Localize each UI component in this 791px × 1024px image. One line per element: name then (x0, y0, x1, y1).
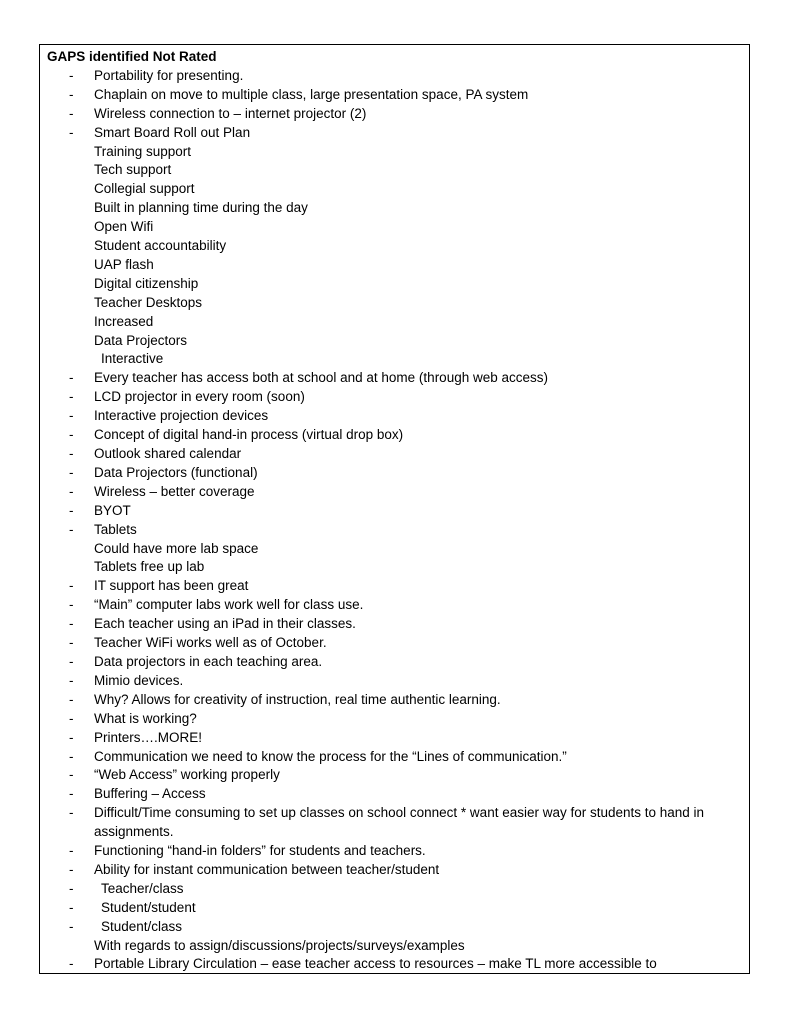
list-item (40, 86, 749, 105)
list-item (40, 653, 749, 672)
bullet-dash: - (69, 805, 74, 821)
list-item-text: LCD projector in every room (soon) (94, 389, 305, 405)
list-item-text: Tablets (94, 521, 137, 537)
bullet-dash: - (69, 389, 74, 405)
list-item-text: Tech support (94, 162, 172, 178)
list-item-text: Increased (94, 313, 154, 329)
list-item-text: IT support has been great (94, 578, 249, 594)
bullet-dash: - (69, 748, 74, 764)
list-item-text: Built in planning time during the day (94, 200, 308, 216)
list-item-text: Mimio devices. (94, 672, 184, 688)
bullet-dash: - (69, 578, 74, 594)
list-item-text: Difficult/Time consuming to set up classes on school connect * want easier way for students to hand in assignments. (94, 805, 705, 840)
list-item (40, 407, 749, 426)
bullet-dash: - (69, 124, 74, 140)
list-item-text: Data Projectors (94, 332, 188, 348)
bullet-dash: - (69, 899, 74, 915)
list-item (40, 729, 749, 748)
list-item-text: UAP flash (94, 256, 154, 272)
list-item-text: “Main” computer labs work well for class use. (94, 597, 364, 613)
list-item-text: Chaplain on move to multiple class, large presentation space, PA system (94, 86, 529, 102)
list-item-text: Communication we need to know the process for the “Lines of communication.” (94, 748, 567, 764)
list-item (40, 237, 749, 256)
bullet-dash: - (69, 653, 74, 669)
bullet-dash: - (69, 483, 74, 499)
list-item (40, 502, 749, 521)
list-item-text: Wireless connection to – internet projector (2) (94, 105, 367, 121)
list-item-text: Tablets free up lab (94, 559, 205, 575)
bullet-dash: - (69, 67, 74, 83)
list-item (40, 540, 749, 559)
list-item-text: With regards to assign/discussions/projects/surveys/examples (94, 937, 465, 953)
list-item (40, 596, 749, 615)
list-item (40, 672, 749, 691)
list-item (40, 577, 749, 596)
list-item (40, 464, 749, 483)
bullet-dash: - (69, 521, 74, 537)
list-item-text: Portability for presenting. (94, 67, 244, 83)
list-item (40, 332, 749, 351)
list-item-text: Student/student (101, 899, 196, 915)
list-item (40, 483, 749, 502)
list-item-text: Teacher Desktops (94, 294, 203, 310)
list-item (40, 218, 749, 237)
bullet-dash: - (69, 105, 74, 121)
list-item-text: Training support (94, 143, 192, 159)
list-item (40, 955, 749, 974)
list-item (40, 445, 749, 464)
bullet-dash: - (69, 880, 74, 896)
list-item (40, 748, 749, 767)
list-item (40, 388, 749, 407)
list-item (40, 369, 749, 388)
list-item-text: Interactive projection devices (94, 408, 269, 424)
list-item-text: “Web Access” working properly (94, 767, 280, 783)
list-item (40, 180, 749, 199)
list-item (40, 634, 749, 653)
list-item-text: Each teacher using an iPad in their classes. (94, 616, 356, 632)
list-item (40, 766, 749, 785)
list-item-text: Buffering – Access (94, 786, 206, 802)
bullet-dash: - (69, 464, 74, 480)
list-item-text: Why? Allows for creativity of instruction, real time authentic learning. (94, 691, 501, 707)
list-item-text: Outlook shared calendar (94, 446, 242, 462)
list-item (40, 861, 749, 880)
list-item-text: Concept of digital hand-in process (virtual drop box) (94, 427, 404, 443)
list-item-text: Student accountability (94, 238, 227, 254)
bullet-dash: - (69, 729, 74, 745)
list-item (40, 558, 749, 577)
bullet-dash: - (69, 843, 74, 859)
bullet-dash: - (69, 956, 74, 972)
list-item-text: Every teacher has access both at school and at home (through web access) (94, 370, 548, 386)
list-item (40, 842, 749, 861)
list-item (40, 521, 749, 540)
bullet-dash: - (69, 597, 74, 613)
list-item-text: BYOT (94, 502, 131, 518)
list-item (40, 350, 749, 369)
bullet-dash: - (69, 502, 74, 518)
document-title: GAPS identified Not Rated (47, 49, 217, 64)
list-item-text: Interactive (101, 351, 164, 367)
list-item-text: Could have more lab space (94, 540, 259, 556)
list-item (40, 785, 749, 804)
list-item-text: Digital citizenship (94, 275, 199, 291)
list-item (40, 937, 749, 956)
list-item-text: Portable Library Circulation – ease teacher access to resources – make TL more accessible to (94, 956, 657, 972)
bullet-dash: - (69, 861, 74, 877)
list-item (40, 880, 749, 899)
bullet-dash: - (69, 767, 74, 783)
bullet-dash: - (69, 918, 74, 934)
list-item (40, 615, 749, 634)
list-item-text: Collegial support (94, 181, 195, 197)
bullet-dash: - (69, 408, 74, 424)
list-item (40, 710, 749, 729)
bullet-dash: - (69, 691, 74, 707)
bullet-dash: - (69, 672, 74, 688)
list-item (40, 691, 749, 710)
list-item (40, 899, 749, 918)
list-item-text: Smart Board Roll out Plan (94, 124, 251, 140)
bullet-dash: - (69, 616, 74, 632)
list-item-text: Wireless – better coverage (94, 483, 255, 499)
list-item (40, 918, 749, 937)
list-item (40, 256, 749, 275)
list-item-text: Ability for instant communication between teacher/student (94, 861, 440, 877)
list-item-text: What is working? (94, 710, 197, 726)
list-item (40, 161, 749, 180)
list-item-text: Data projectors in each teaching area. (94, 653, 323, 669)
list-item-text: Functioning “hand-in folders” for students and teachers. (94, 843, 426, 859)
bullet-dash: - (69, 635, 74, 651)
list-item-text: Data Projectors (functional) (94, 464, 258, 480)
list-item-text: Teacher WiFi works well as of October. (94, 635, 327, 651)
list-item (40, 426, 749, 445)
bullet-dash: - (69, 786, 74, 802)
list-item (40, 199, 749, 218)
list-item-text: Teacher/class (101, 880, 184, 896)
bullet-dash: - (69, 86, 74, 102)
list-item (40, 313, 749, 332)
bullet-dash: - (69, 427, 74, 443)
bullet-dash: - (69, 446, 74, 462)
list-item (40, 275, 749, 294)
list-item (40, 294, 749, 313)
list-item-text: Open Wifi (94, 219, 154, 235)
list-item (40, 67, 749, 86)
list-item-text: Printers….MORE! (94, 729, 203, 745)
bullet-dash: - (69, 710, 74, 726)
list-item (40, 143, 749, 162)
bullet-dash: - (69, 370, 74, 386)
list-item (40, 105, 749, 124)
list-item (40, 124, 749, 143)
document-frame (39, 44, 750, 974)
list-item (40, 804, 749, 842)
gaps-list (40, 67, 749, 974)
list-item-text: Student/class (101, 918, 183, 934)
